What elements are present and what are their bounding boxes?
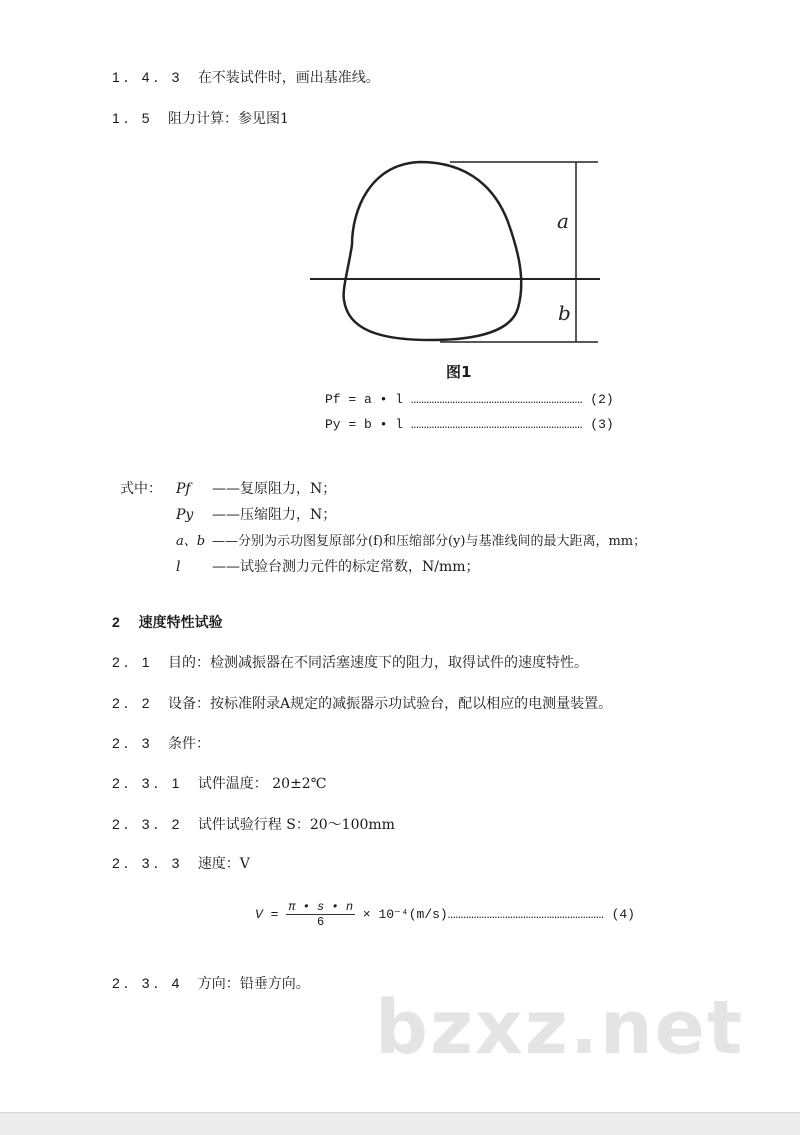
- section-2-1: [112, 652, 588, 672]
- section-text: 条件：: [168, 736, 211, 752]
- equation-lhs: Pf = a • l: [325, 392, 404, 407]
- definition-text: ——压缩阻力，N；: [212, 507, 337, 523]
- figure-1-diagram: [300, 150, 620, 360]
- section-text: 速度特性试验: [138, 615, 223, 631]
- equation-2: [325, 392, 614, 407]
- definition-symbol: Py: [176, 507, 194, 523]
- watermark: bzxz.net: [375, 985, 745, 1071]
- section-number: 1．5: [112, 110, 154, 126]
- definition-symbol: a、b: [176, 534, 206, 549]
- section-2-3: [112, 733, 210, 753]
- equation-number: (3): [590, 417, 614, 432]
- section-text: 速度：V: [197, 856, 250, 872]
- section-2-2: [112, 693, 612, 713]
- leader-dots: ……………………………………………………: [447, 906, 604, 922]
- definition-row: [176, 556, 480, 576]
- equation-lhs: Py = b • l: [325, 417, 404, 432]
- equation-number: (4): [611, 906, 635, 922]
- definition-symbol: l: [176, 559, 181, 575]
- definition-row: [176, 504, 336, 524]
- equation-3: [325, 417, 614, 432]
- section-text: 设备：按标准附录A规定的减振器示功试验台，配以相应的电测量装置。: [168, 696, 613, 712]
- definition-symbol: Pf: [176, 481, 191, 497]
- equation-number: (2): [590, 392, 614, 407]
- definition-row: [120, 478, 336, 498]
- section-1-4-3: [112, 67, 380, 87]
- section-number: 1．4．3: [112, 69, 184, 85]
- section-number: 2．3: [112, 735, 154, 751]
- section-number: 2．3．1: [112, 775, 184, 791]
- section-text: 阻力计算：参见图1: [168, 111, 289, 127]
- section-2-3-3: [112, 853, 250, 873]
- equation-fraction: [286, 900, 355, 929]
- section-2-3-4: [112, 973, 310, 993]
- section-number: 2: [112, 614, 124, 630]
- dimension-label-b: b: [558, 301, 571, 325]
- equation-lhs: V =: [255, 906, 279, 922]
- section-number: 2．1: [112, 654, 154, 670]
- fraction-numerator: π • s • n: [288, 900, 354, 914]
- section-number: 2．3．2: [112, 816, 184, 832]
- section-text: 目的：检测减振器在不同活塞速度下的阻力，取得试件的速度特性。: [168, 655, 589, 671]
- section-number: 2．2: [112, 695, 154, 711]
- section-2-3-1: [112, 773, 326, 793]
- figure-caption: 图1: [446, 363, 472, 381]
- footer-bar: [0, 1112, 800, 1135]
- fraction-denominator: 6: [317, 915, 325, 929]
- definition-row: [176, 530, 646, 549]
- section-1-5: [112, 108, 289, 128]
- dimension-label-a: a: [557, 209, 569, 233]
- section-number: 2．3．3: [112, 855, 184, 871]
- definition-text: ——分别为示功图复原部分(f)和压缩部分(y)与基准线间的最大距离，mm；: [212, 534, 647, 549]
- definition-text: ——试验台测力元件的标定常数，N/mm；: [212, 559, 480, 575]
- section-text: 试件温度： 20±2℃: [197, 776, 327, 792]
- section-2-heading: [112, 612, 223, 632]
- leader-dots: …………………………………………………………: [410, 392, 583, 407]
- section-text: 试件试验行程 S：20～100mm: [197, 817, 395, 833]
- equation-4: [255, 900, 635, 929]
- indicator-loop: [344, 162, 522, 340]
- leader-dots: …………………………………………………………: [410, 417, 583, 432]
- section-number: 2．3．4: [112, 975, 184, 991]
- equation-rest: × 10⁻⁴(m/s): [362, 906, 448, 922]
- section-2-3-2: [112, 814, 395, 834]
- section-text: 方向：铅垂方向。: [197, 976, 310, 992]
- definitions-intro: 式中：: [120, 481, 162, 497]
- section-text: 在不装试件时，画出基准线。: [197, 70, 380, 86]
- definition-text: ——复原阻力，N；: [212, 481, 337, 497]
